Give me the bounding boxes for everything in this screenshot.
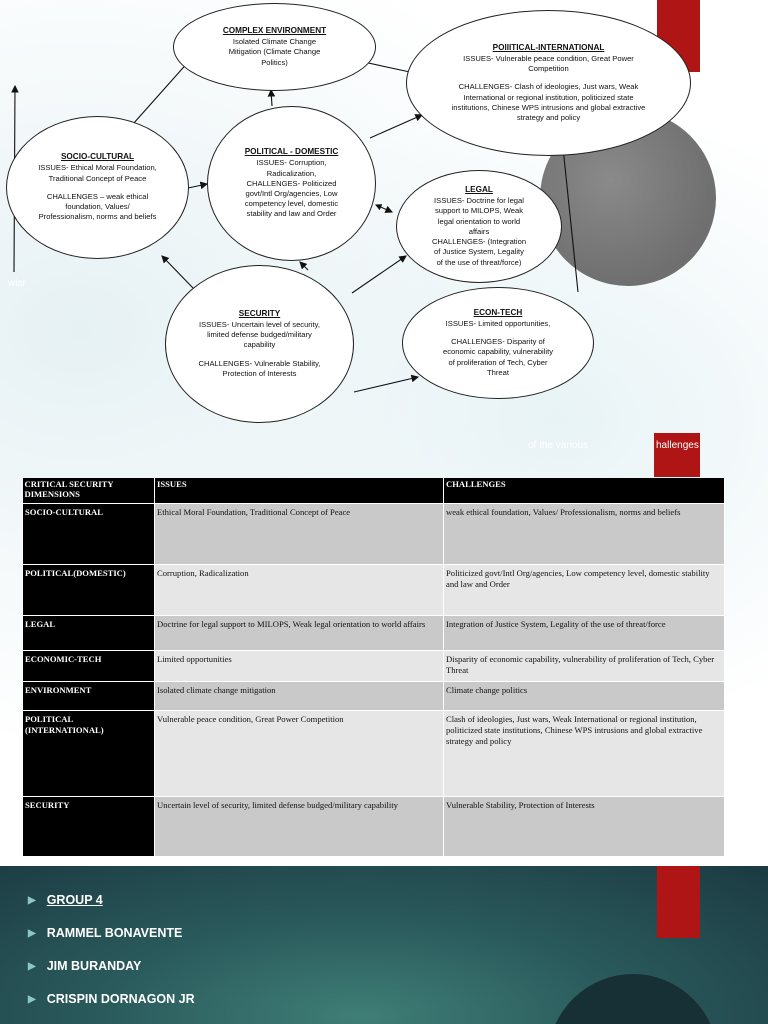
node-title: ECON-TECH: [473, 307, 523, 317]
issues-cell: Ethical Moral Foundation, Traditional Concept of Peace: [155, 504, 444, 565]
issues-cell: Vulnerable peace condition, Great Power Competition: [155, 711, 444, 797]
member-item: [28, 959, 141, 973]
node-text: Isolated Climate Change Mitigation (Climate Change Politics): [228, 37, 321, 67]
member-name: CRISPIN DORNAGON JR: [46, 992, 195, 1006]
challenges-cell: Climate change politics: [444, 682, 725, 711]
table-row: [23, 616, 725, 651]
node-title: SOCIO-CULTURAL: [60, 152, 135, 162]
node-text: ISSUES- Uncertain level of security, limited defense budged/military capability CHALLENGES- Vulnerable Stability, Protection of Interests: [198, 319, 321, 378]
dimension-cell: SECURITY: [23, 797, 155, 857]
issues-cell: Limited opportunities: [155, 651, 444, 682]
member-name: GROUP 4: [46, 893, 103, 907]
dimension-cell: POLITICAL (INTERNATIONAL): [23, 711, 155, 797]
member-item: [28, 926, 182, 940]
table-row: [23, 504, 725, 565]
dark-decor-circle: [548, 974, 718, 1024]
issues-cell: Corruption, Radicalization: [155, 565, 444, 616]
node-text: ISSUES- Limited opportunities, CHALLENGES- Disparity of economic capability, vulnerability of proliferation of Tech, Cyber Threat: [442, 318, 554, 377]
bullet-arrow-icon: ▶: [28, 993, 36, 1005]
challenges-cell: weak ethical foundation, Values/ Professionalism, norms and beliefs: [444, 504, 725, 565]
dimension-cell: LEGAL: [23, 616, 155, 651]
table-row: [23, 711, 725, 797]
members-slide: [0, 866, 768, 1024]
dimension-cell: SOCIO-CULTURAL: [23, 504, 155, 565]
challenges-cell: Integration of Justice System, Legality of the use of threat/force: [444, 616, 725, 651]
node-text: ISSUES- Vulnerable peace condition, Great Power Competition CHALLENGES- Clash of ideologies, Just wars, Weak International or regional institution, politicized state institutions, Chinese WPS intrusions and global extractive strategy and policy: [451, 53, 646, 122]
table-row: [23, 565, 725, 616]
table-row: [23, 797, 725, 857]
dimension-cell: ECONOMIC-TECH: [23, 651, 155, 682]
node-title: SECURITY: [238, 308, 281, 318]
node-political-international: [406, 10, 691, 156]
node-text: ISSUES- Corruption, Radicalization, CHALLENGES- Politicized govt/Intl Org/agencies, Low competency level, domestic stability and law and Order: [244, 158, 339, 219]
node-title: POlIITICAL-INTERNATIONAL: [492, 42, 605, 52]
issues-cell: Doctrine for legal support to MILOPS, Weak legal orientation to world affairs: [155, 616, 444, 651]
member-name: RAMMEL BONAVENTE: [46, 926, 183, 940]
node-socio-cultural: [6, 116, 189, 259]
node-text: ISSUES- Ethical Moral Foundation, Traditional Concept of Peace CHALLENGES – weak ethical foundation, Values/ Professionalism, norms and beliefs: [38, 163, 157, 222]
header-dimensions: CRITICAL SECURITY DIMENSIONS: [23, 478, 155, 504]
issues-cell: Uncertain level of security, limited defense budged/military capability: [155, 797, 444, 857]
ghost-text-mid: of the various: [528, 440, 589, 451]
dimension-cell: POLITICAL(DOMESTIC): [23, 565, 155, 616]
challenges-cell: Clash of ideologies, Just wars, Weak International or regional institution, politicized state institutions, Chinese WPS intrusions and global extractive strategy and policy: [444, 711, 725, 797]
challenges-cell: Disparity of economic capability, vulnerability of proliferation of Tech, Cyber Threat: [444, 651, 725, 682]
issues-cell: Isolated climate change mitigation: [155, 682, 444, 711]
node-security: [165, 265, 354, 423]
bullet-arrow-icon: ▶: [28, 894, 36, 906]
table-row: [23, 651, 725, 682]
table-header-row: [23, 478, 725, 504]
red-accent-bar-bottom: [657, 866, 700, 938]
node-title: POLITICAL - DOMESTIC: [244, 147, 339, 157]
challenges-cell: Politicized govt/Intl Org/agencies, Low competency level, domestic stability and law and Order: [444, 565, 725, 616]
header-issues: ISSUES: [155, 478, 444, 504]
member-item: [28, 893, 103, 907]
table-row: [23, 682, 725, 711]
header-challenges: CHALLENGES: [444, 478, 725, 504]
node-complex-environment: [173, 3, 376, 91]
member-item: [28, 992, 195, 1006]
node-title: LEGAL: [465, 185, 493, 195]
node-political-domestic: [207, 106, 376, 261]
challenges-cell: Vulnerable Stability, Protection of Interests: [444, 797, 725, 857]
node-legal: [396, 170, 562, 283]
ghost-text-right: hallenges: [656, 440, 699, 451]
member-name: JIM BURANDAY: [46, 959, 142, 973]
bullet-arrow-icon: ▶: [28, 927, 36, 939]
dimensions-table: [22, 478, 724, 857]
node-econ-tech: [402, 287, 594, 399]
dimension-cell: ENVIRONMENT: [23, 682, 155, 711]
node-title: COMPLEX ENVIRONMENT: [222, 26, 327, 36]
ghost-text-left: wisr: [8, 278, 26, 289]
node-text: ISSUES- Doctrine for legal support to MILOPS, Weak legal orientation to world affairs CHALLENGES- (Integration of Justice System, Legality of the use of threat/force): [431, 196, 527, 267]
bullet-arrow-icon: ▶: [28, 960, 36, 972]
